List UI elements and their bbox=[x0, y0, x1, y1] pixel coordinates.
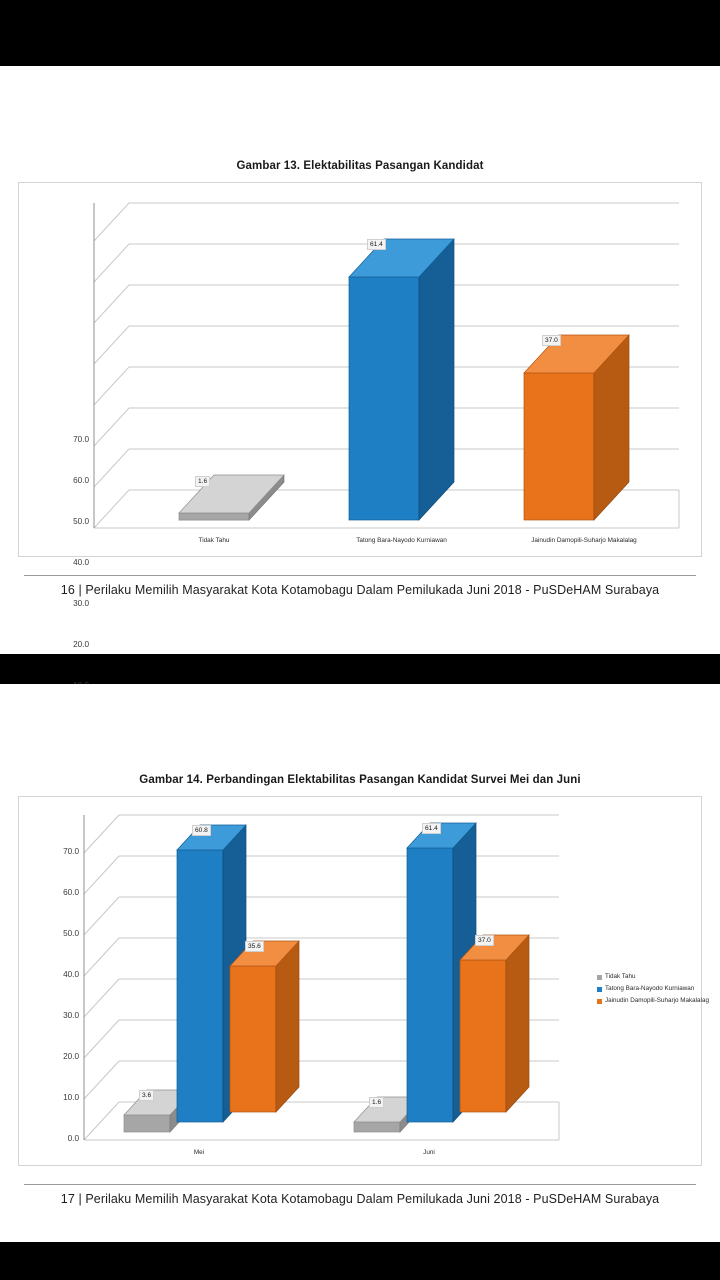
chart-container-14 bbox=[18, 796, 709, 1166]
value-label-juni-tidak-tahu: 1.6 bbox=[369, 1097, 384, 1108]
y-tick-40: 40.0 bbox=[63, 970, 79, 979]
y-tick-10: 10.0 bbox=[63, 1093, 79, 1102]
y-tick-50: 50.0 bbox=[73, 517, 89, 526]
y-tick-20: 20.0 bbox=[63, 1052, 79, 1061]
chart-legend-14 bbox=[597, 971, 709, 1007]
legend-swatch-icon bbox=[597, 987, 602, 992]
value-label-tidak-tahu: 1.6 bbox=[195, 476, 210, 487]
chart-title-14: Gambar 14. Perbandingan Elektabilitas Pasangan Kandidat Survei Mei dan Juni bbox=[139, 774, 581, 786]
category-label-jainudin: Jainudin Damopili-Suharjo Makalalag bbox=[531, 537, 637, 544]
y-tick-20: 20.0 bbox=[73, 640, 89, 649]
chart-svg-13 bbox=[19, 183, 703, 556]
legend-item-tidak-tahu bbox=[597, 971, 709, 983]
chart-title-13: Gambar 13. Elektabilitas Pasangan Kandidat bbox=[236, 160, 484, 172]
y-tick-30: 30.0 bbox=[73, 599, 89, 608]
y-tick-60: 60.0 bbox=[73, 476, 89, 485]
y-tick-30: 30.0 bbox=[63, 1011, 79, 1020]
bar-group-juni bbox=[354, 823, 529, 1132]
value-label-jainudin: 37.0 bbox=[542, 335, 561, 346]
value-label-tatong: 61.4 bbox=[367, 239, 386, 250]
chart-plot-area-14 bbox=[19, 797, 709, 1165]
legend-label-tidak-tahu: Tidak Tahu bbox=[605, 973, 636, 980]
y-tick-70: 70.0 bbox=[73, 435, 89, 444]
y-tick-50: 50.0 bbox=[63, 929, 79, 938]
value-label-juni-jainudin: 37.0 bbox=[475, 935, 494, 946]
y-tick-0: 0.0 bbox=[67, 1134, 79, 1143]
value-label-mei-jainudin: 35.6 bbox=[245, 941, 264, 952]
legend-swatch-icon bbox=[597, 999, 602, 1004]
page-footer-16: 16 | Perilaku Memilih Masyarakat Kota Kotamobagu Dalam Pemilukada Juni 2018 - PuSDeHAM Surabaya bbox=[24, 575, 696, 597]
bar-tatong bbox=[349, 239, 454, 520]
value-label-mei-tatong: 60.8 bbox=[192, 825, 211, 836]
value-label-juni-tatong: 61.4 bbox=[422, 823, 441, 834]
legend-label-jainudin: Jainudin Damopili-Suharjo Makalalag bbox=[605, 997, 709, 1004]
bar-jainudin bbox=[524, 335, 629, 520]
page-footer-17: 17 | Perilaku Memilih Masyarakat Kota Kotamobagu Dalam Pemilukada Juni 2018 - PuSDeHAM Surabaya bbox=[24, 1184, 696, 1206]
category-label-juni: Juni bbox=[423, 1149, 435, 1156]
y-tick-40: 40.0 bbox=[73, 558, 89, 567]
document-page-16 bbox=[0, 66, 720, 654]
y-tick-60: 60.0 bbox=[63, 888, 79, 897]
y-tick-70: 70.0 bbox=[63, 847, 79, 856]
category-label-tatong: Tatong Bara-Nayodo Kurniawan bbox=[356, 537, 447, 544]
value-label-mei-tidak-tahu: 3.6 bbox=[139, 1090, 154, 1101]
document-page-17 bbox=[0, 684, 720, 1242]
legend-item-tatong bbox=[597, 983, 709, 995]
category-label-mei: Mei bbox=[193, 1149, 205, 1156]
legend-label-tatong: Tatong Bara-Nayodo Kurniawan bbox=[605, 985, 695, 992]
legend-item-jainudin bbox=[597, 995, 709, 1007]
legend-swatch-icon bbox=[597, 975, 602, 980]
category-label-tidak-tahu: Tidak Tahu bbox=[198, 537, 230, 544]
